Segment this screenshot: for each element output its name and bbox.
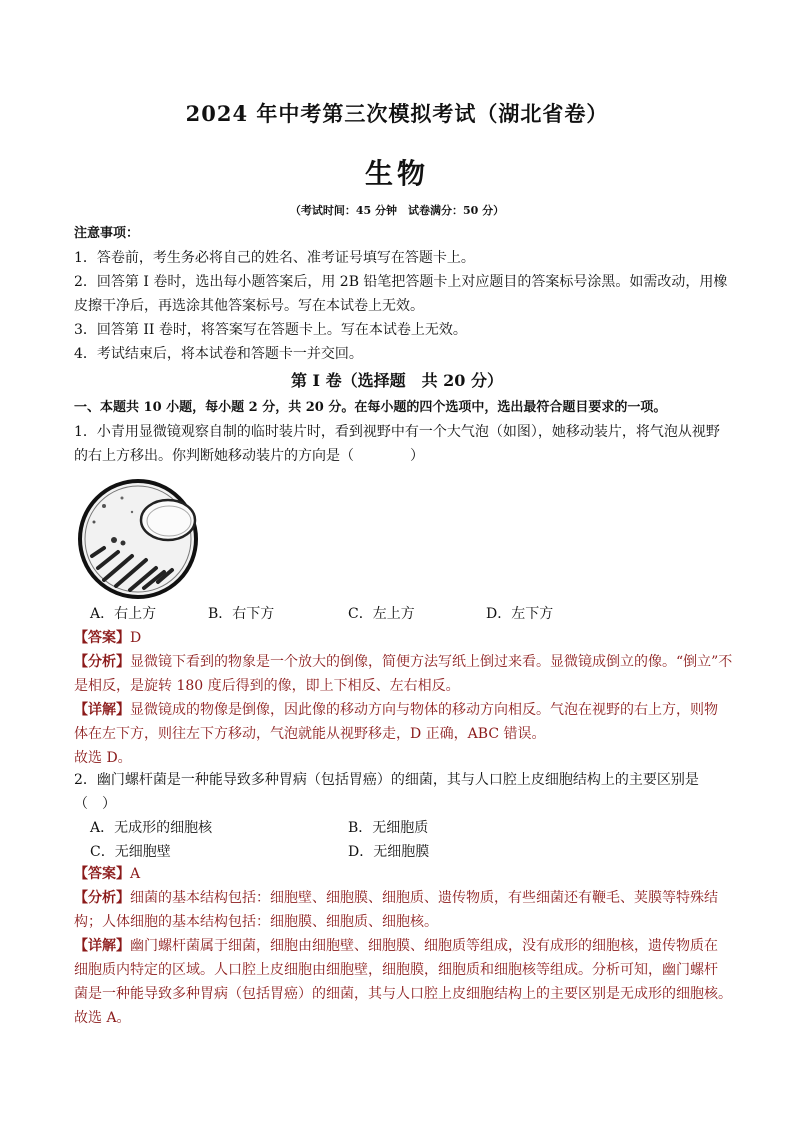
question-text: 的右上方移出。你判断她移动装片的方向是（ ） (74, 448, 424, 464)
analysis-text: 是相反，是旋转 180 度后得到的像，即上下相反、左右相反。 (74, 678, 460, 694)
option-d[interactable]: D．无细胞膜 (348, 844, 430, 860)
option-c[interactable]: C．左上方 (348, 606, 415, 622)
exam-info: （考试时间：45 分钟 试卷满分：50 分） (289, 204, 505, 217)
question-text: 1．小青用显微镜观察自制的临时装片时，看到视野中有一个大气泡（如图），她移动装片，将气泡从视野 (74, 424, 720, 440)
question-text: （ ） (74, 796, 116, 812)
detail-text: 细胞质内特定的区域。人口腔上皮细胞由细胞壁，细胞膜，细胞质和细胞核等组成。分析可知，幽门螺杆 (74, 962, 718, 978)
option-d[interactable]: D．左下方 (486, 606, 554, 622)
notice-item: 2．回答第 I 卷时，选出每小题答案后，用 2B 铅笔把答题卡上对应题目的答案标号涂黑。如需改动，用橡 (74, 274, 728, 290)
analysis-text: 显微镜下看到的物象是一个放大的倒像，简便方法写纸上倒过来看。显微镜成倒立的像。“倒立”不 (130, 654, 733, 670)
option-a[interactable]: A．无成形的细胞核 (90, 820, 213, 836)
microscope-field-figure (74, 478, 202, 600)
notice-item: 3．回答第 II 卷时，将答案写在答题卡上。写在本试卷上无效。 (74, 322, 467, 338)
question-2-solution (74, 862, 732, 1030)
answer-tag: 【答案】 (74, 630, 130, 646)
section-instruction-block (74, 396, 724, 420)
detail-text: 体在左下方，则往左下方移动，气泡就能从视野移走，D 正确，ABC 错误。 (74, 726, 546, 742)
exam-title: 2024 年中考第三次模拟考试（湖北省卷） (185, 101, 609, 126)
answer-tag: 【答案】 (74, 866, 130, 882)
analysis-tag: 【分析】 (74, 890, 130, 906)
section-title: 第 I 卷（选择题 共 20 分） (290, 371, 504, 390)
question-2-stem (74, 768, 724, 816)
notice-heading: 注意事项： (74, 226, 140, 241)
option-c[interactable]: C．无细胞壁 (90, 844, 171, 860)
analysis-tag: 【分析】 (74, 654, 130, 670)
analysis-text: 细菌的基本结构包括：细胞壁、细胞膜、细胞质、遗传物质，有些细菌还有鞭毛、荚膜等特殊结 (130, 890, 718, 906)
option-b[interactable]: B．无细胞质 (348, 820, 429, 836)
question-1-solution (74, 626, 733, 770)
analysis-text: 构；人体细胞的基本结构包括：细胞膜、细胞质、细胞核。 (74, 914, 438, 930)
question-1-stem (74, 420, 724, 468)
notice-item: 皮擦干净后，再选涂其他答案标号。写在本试卷上无效。 (74, 298, 424, 314)
detail-tag: 【详解】 (74, 702, 130, 718)
option-b[interactable]: B．右下方 (208, 606, 275, 622)
detail-tag: 【详解】 (74, 938, 130, 954)
detail-text: 菌是一种能导致多种胃病（包括胃癌）的细菌，其与人口腔上皮细胞结构上的主要区别是无成形的细胞核。 (74, 986, 732, 1002)
option-a[interactable]: A．右上方 (90, 606, 157, 622)
question-text: 2．幽门螺杆菌是一种能导致多种胃病（包括胃癌）的细菌，其与人口腔上皮细胞结构上的主要区别是 (74, 772, 699, 788)
section-instruction: 一、本题共 10 小题，每小题 2 分，共 20 分。在每小题的四个选项中，选出最符合题目要求的一项。 (74, 400, 667, 415)
answer-value: D (130, 630, 142, 646)
notice-block (74, 222, 728, 366)
subject-title: 生物 (364, 157, 429, 190)
detail-text: 幽门螺杆菌属于细菌，细胞由细胞壁、细胞膜、细胞质等组成，没有成形的细胞核，遗传物质在 (130, 938, 718, 954)
conclusion-text: 故选 A。 (74, 1010, 131, 1026)
detail-text: 显微镜成的物像是倒像，因此像的移动方向与物体的移动方向相反。气泡在视野的右上方，则物 (130, 702, 718, 718)
notice-item: 4．考试结束后，将本试卷和答题卡一并交回。 (74, 346, 363, 362)
answer-value: A (130, 866, 141, 882)
notice-item: 1．答卷前，考生务必将自己的姓名、准考证号填写在答题卡上。 (74, 250, 475, 266)
conclusion-text: 故选 D。 (74, 750, 132, 766)
